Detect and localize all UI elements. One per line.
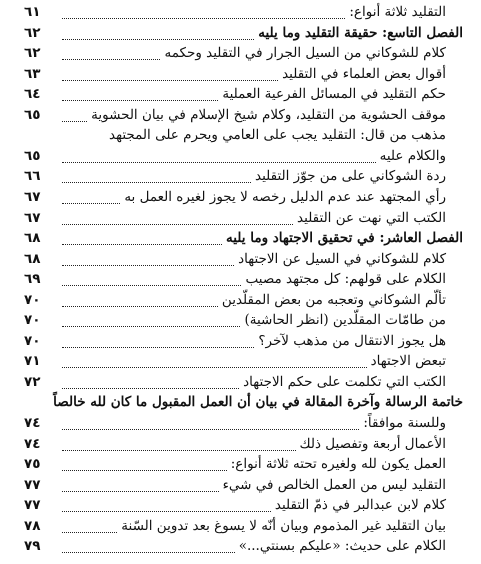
toc-page-number: ٦١	[24, 4, 41, 20]
toc-leader-dots	[62, 512, 117, 533]
toc-leader-dots	[62, 409, 359, 430]
toc-leader-dots	[62, 19, 254, 40]
toc-entry-title: أقوال بعض العلماء في التقليد	[282, 65, 446, 82]
toc-page-number: ٧٧	[24, 476, 41, 493]
toc-page-number: ٦٩	[24, 271, 41, 288]
toc-entry-title: الفصل التاسع: حقيقة التقليد وما يليه	[258, 24, 463, 41]
toc-page-number: ٦٢	[24, 45, 41, 62]
toc-entry-title: بيان التقليد غير المذموم وبيان أنّه لا يسوغ بعد تدوين السّنة	[121, 517, 446, 534]
toc-page-number: ٦٣	[24, 65, 41, 82]
toc-leader-dots	[62, 0, 345, 19]
toc-entry-title: رأي المجتهد عند عدم الدليل رخصه لا يجوز لغيره العمل به	[124, 188, 446, 205]
toc-leader-dots	[62, 491, 271, 512]
toc-entry-title: ردة الشوكاني على من جوّز التقليد	[254, 168, 446, 185]
toc-entry-title: الفصل العاشر: في تحقيق الاجتهاد وما يليه	[225, 230, 463, 247]
toc-entry-title: التقليد ثلاثة أنواع:	[349, 4, 446, 20]
toc-page-number: ٧٩	[24, 538, 41, 555]
toc-entry-title: هل يجوز الانتقال من مذهب لآخر؟	[258, 332, 446, 349]
toc-page-number: ٧٢	[24, 373, 41, 390]
toc-page-number: ٦٤	[24, 86, 41, 103]
toc-entry-title: الكتب التي تكلمت على حكم الاجتهاد	[243, 373, 446, 390]
toc-entry-title: من طامّات المقلّدين (انظر الحاشية)	[244, 312, 446, 329]
toc-leader-dots	[62, 286, 218, 307]
toc-page-number: ٦٥	[24, 106, 41, 123]
toc-leader-dots	[62, 306, 240, 327]
toc-entry	[0, 104, 481, 126]
toc-entry-title: الكتب التي نهت عن التقليد	[297, 209, 446, 226]
toc-page-number: ٦٨	[24, 230, 41, 247]
toc-leader-dots	[62, 327, 254, 348]
toc-page-number: ٦٨	[24, 250, 41, 267]
toc-entry-title: الكلام على حديث: «عليكم بسنتي...»	[238, 538, 446, 555]
toc-entry-title: الأعمال أربعة وتفصيل ذلك	[299, 435, 446, 452]
toc-leader-dots	[62, 347, 367, 368]
toc-page-number: ٧١	[24, 353, 41, 370]
toc-leader-dots	[62, 368, 239, 389]
toc-leader-dots	[62, 101, 87, 122]
toc-entry-title: وللسنة موافقاً:	[363, 415, 446, 431]
toc-page-number: ٧٠	[24, 291, 41, 308]
toc-leader-dots	[62, 265, 241, 286]
toc-page-number: ٦٥	[24, 147, 41, 164]
toc-entry-title: حكم التقليد في المسائل الفرعية العملية	[222, 86, 446, 103]
toc-entry-title: كلام للشوكاني من السيل الجرار في التقليد وحكمه	[164, 45, 446, 62]
toc-entry-title: خاتمة الرسالة وآخرة المقالة في بيان أن العمل المقبول ما كان لله خالصاً	[53, 394, 463, 411]
toc-entry-title: العمل يكون لله ولغيره تحته ثلاثة أنواع:	[230, 456, 446, 473]
toc-entry-title: والكلام عليه	[379, 147, 446, 164]
toc-leader-dots	[62, 204, 293, 225]
toc-leader-dots	[62, 532, 235, 553]
toc-entry-title: تبعض الاجتهاد	[370, 353, 446, 370]
toc-page-number: ٧٠	[24, 312, 41, 329]
toc-page-number: ٧٧	[24, 497, 41, 514]
toc-leader-dots	[62, 430, 296, 451]
toc-leader-dots	[62, 245, 234, 266]
toc-page-number: ٧٨	[24, 517, 41, 534]
toc-page-number: ٧٤	[24, 435, 41, 452]
toc-leader-dots	[62, 224, 222, 245]
toc-leader-dots	[62, 39, 160, 60]
toc-leader-dots	[62, 183, 120, 204]
toc-entry	[0, 371, 481, 393]
toc-leader-dots	[62, 60, 278, 81]
toc-entry-title: تألّم الشوكاني وتعجبه من بعض المقلّدين	[221, 291, 446, 308]
toc-entry-title: كلام للشوكاني في السيل عن الاجتهاد	[238, 250, 446, 267]
toc-page-number: ٦٦	[24, 168, 41, 185]
toc-entry-title: كلام لابن عبدالبر في ذمّ التقليد	[274, 497, 446, 514]
toc-entry-title: موقف الحشوية من التقليد، وكلام شيخ الإسلام في بيان الحشوية	[91, 106, 446, 123]
toc-leader-dots	[62, 142, 376, 163]
toc-leader-dots	[62, 471, 219, 492]
toc-entry-title: التقليد ليس من العمل الخالص في شيء	[222, 476, 446, 493]
toc-page-number: ٦٢	[24, 24, 41, 41]
toc-entry-title: مذهب من قال: التقليد يجب على العامي ويحرم على المجتهد	[109, 127, 446, 144]
toc-entry-title: الكلام على قولهم: كل مجتهد مصيب	[245, 271, 446, 288]
toc-leader-dots	[62, 80, 218, 101]
toc-page-number: ٧٤	[24, 415, 41, 431]
toc-leader-dots	[62, 162, 251, 183]
toc-leader-dots	[62, 450, 227, 471]
toc-page-number: ٧٥	[24, 456, 41, 473]
toc-entry	[0, 535, 481, 557]
toc-page-number: ٦٧	[24, 209, 41, 226]
toc-page-number: ٦٧	[24, 188, 41, 205]
toc-page-number: ٧٠	[24, 332, 41, 349]
